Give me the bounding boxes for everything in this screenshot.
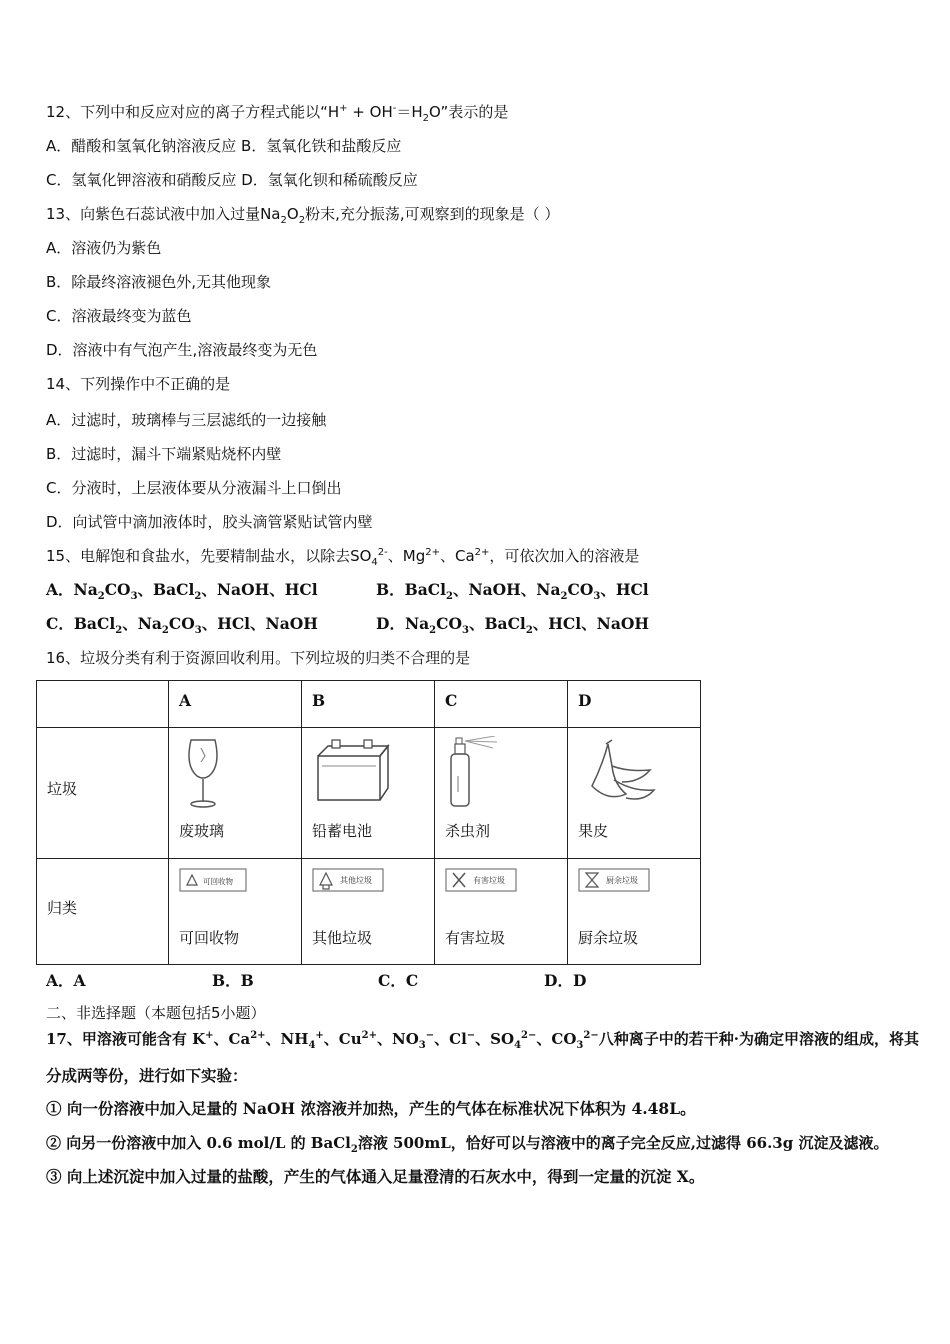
q15-option-c: C．BaCl$_2$、$Na_2CO_3$、HCl、NaOH [46,614,318,637]
spray-can-icon [445,736,505,810]
q13-option-c: C．溶液最终变为蓝色 [46,307,192,325]
cell-recyclable [169,859,302,965]
q17-experiment-3: ③ 向上述沉淀中加入过量的盐酸，产生的气体通入足量澄清的石灰水中，得到一定量的沉淀 X。 [46,1167,705,1186]
cell-insecticide [435,728,568,859]
q14-option-a: A．过滤时，玻璃棒与三层滤纸的一边接触 [46,411,327,429]
category-label-hazardous: 有害垃圾 [445,929,506,947]
item-label-glass: 废玻璃 [179,822,225,840]
q17-line-2: 分成两等份，进行如下实验： [46,1066,248,1085]
q15-option-b: B．BaCl$_2$、NaOH、$Na_2CO_3$、HCl [376,580,649,603]
q14-stem: 14、下列操作中不正确的是 [46,375,231,393]
sign-text-hazardous: 有害垃圾 [473,876,505,885]
q16-answer-a: A．A [46,971,86,990]
q13-option-a: A．溶液仍为紫色 [46,239,162,257]
wine-glass-icon [179,736,229,810]
q14-option-c: C．分液时，上层液体要从分液漏斗上口倒出 [46,479,342,497]
header-d: D [568,681,701,728]
category-label-other: 其他垃圾 [312,929,373,947]
header-b: B [302,681,435,728]
sign-text-kitchen: 厨余垃圾 [606,876,638,885]
row-label-waste: 垃圾 [37,728,169,859]
q16-answer-b: B．B [212,971,254,990]
q17-experiment-1: ① 向一份溶液中加入足量的 NaOH 浓溶液并加热，产生的气体在标准状况下体积为 4.48L。 [46,1099,696,1118]
header-a: A [169,681,302,728]
waste-table [36,680,701,965]
q17-stem: 17、甲溶液可能含有 K+、$Ca^{2+}$、$NH_4^+$、$Cu^{2+}$、$NO_3^-$、Cl−、$SO_4^{2-}$、$CO_3^{2-}$八种离子中的若干种·为确定甲溶液的组成，将其 [46,1030,919,1051]
kitchen-waste-sign-icon [578,867,652,893]
q16-answer-c: C．C [378,971,419,990]
q16-stem: 16、垃圾分类有利于资源回收利用。下列垃圾的归类不合理的是 [46,649,471,667]
section-2-title: 二、非选择题（本题包括5小题） [46,1004,266,1022]
hazardous-sign-icon [445,867,519,893]
q13-option-d: D．溶液中有气泡产生,溶液最终变为无色 [46,341,318,359]
category-label-recyclable: 可回收物 [179,929,240,947]
q14-option-d: D．向试管中滴加液体时，胶头滴管紧贴试管内壁 [46,513,373,531]
q14-option-b: B．过滤时，漏斗下端紧贴烧杯内壁 [46,445,282,463]
other-waste-sign-icon [312,867,386,893]
q12-options-ab: A．醋酸和氢氧化钠溶液反应 B．氢氧化铁和盐酸反应 [46,137,402,155]
cell-hazardous [435,859,568,965]
cell-peel [568,728,701,859]
q15-option-a: A．$Na_2CO_3$、BaCl$_2$、NaOH、HCl [46,580,318,603]
cell-glass [169,728,302,859]
item-label-peel: 果皮 [578,822,609,840]
cell-battery [302,728,435,859]
sign-text-other: 其他垃圾 [340,876,372,885]
q13-stem: 13、向紫色石蕊试液中加入过量$Na_2O_2$粉末,充分振荡,可观察到的现象是（ ） [46,205,560,226]
recyclable-sign-icon [179,867,249,893]
q15-option-d: D．$Na_2CO_3$、BaCl$_2$、HCl、NaOH [376,614,650,637]
row-label-category: 归类 [37,859,169,965]
banana-peel-icon [578,736,658,810]
item-label-battery: 铅蓄电池 [312,822,373,840]
category-label-kitchen: 厨余垃圾 [578,929,639,947]
q17-experiment-2: ② 向另一份溶液中加入 0.6 mol/L 的 BaCl$_2$溶液 500mL，恰好可以与溶液中的离子完全反应,过滤得 66.3g 沉淀及滤液。 [46,1134,889,1155]
item-label-insecticide: 杀虫剂 [445,822,491,840]
cell-kitchen [568,859,701,965]
sign-text-recyclable: 可回收物 [203,877,233,886]
q13-option-b: B．除最终溶液褪色外,无其他现象 [46,273,272,291]
header-c: C [435,681,568,728]
battery-icon [312,736,392,806]
q15-stem: 15、电解饱和食盐水，先要精制盐水，以除去$SO_4^{2-}$、$Mg^{2+}$、$Ca^{2+}$，可依次加入的溶液是 [46,547,640,568]
q12-options-cd: C．氢氧化钾溶液和硝酸反应 D．氢氧化钡和稀硫酸反应 [46,171,418,189]
q16-answer-d: D．D [544,971,587,990]
cell-other [302,859,435,965]
q12-stem: 12、下列中和反应对应的离子方程式能以“$H^+ + OH^-=H_2O$”表示的是 [46,103,509,124]
header-empty [37,681,169,728]
